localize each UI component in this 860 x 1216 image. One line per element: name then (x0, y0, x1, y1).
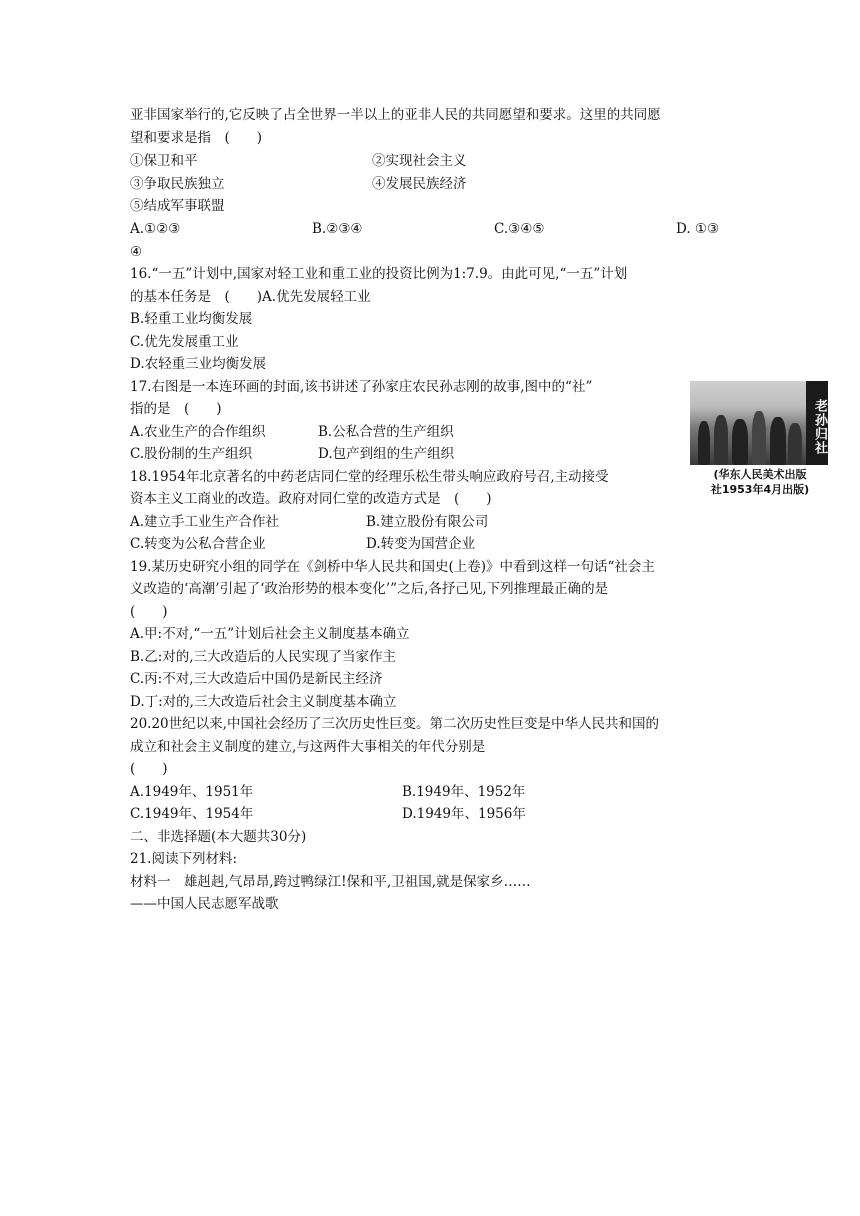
q20-stem-line-2: 成立和社会主义制度的建立,与这两件大事相关的年代分别是 (130, 739, 486, 755)
q19-option-a: A.甲:不对,“一五”计划后社会主义制度基本确立 (130, 626, 410, 642)
q19-option-b: B.乙:对的,三大改造后的人民实现了当家作主 (130, 649, 397, 665)
q15-item-5: ⑤结成军事联盟 (130, 198, 225, 214)
q18-option-b: B.建立股份有限公司 (366, 514, 489, 530)
q16-option-b: B.轻重工业均衡发展 (130, 311, 253, 327)
q20-stem-line-1: 20.20世纪以来,中国社会经历了三次历史性巨变。第二次历史性巨变是中华人民共和国的 (130, 716, 659, 732)
q19-answer-bracket: ( ) (130, 604, 168, 620)
q15-option-b: B.②③④ (312, 221, 363, 237)
comic-cover-title: 老孙归社 (806, 381, 828, 465)
comic-cover-image (690, 381, 828, 465)
q15-item-3: ③争取民族独立 (130, 176, 225, 192)
q19-option-c: C.丙:不对,三大改造后中国仍是新民主经济 (130, 671, 383, 687)
q15-stem-line-2: 望和要求是指 ( ) (130, 130, 263, 146)
q15-item-4: ④发展民族经济 (372, 176, 467, 192)
q17-stem-line-2: 指的是 ( ) (130, 401, 222, 417)
q18-option-c: C.转变为公私合营企业 (130, 536, 266, 552)
q17-option-d: D.包产到组的生产组织 (318, 446, 455, 462)
q16-stem-line-1: 16.“一五”计划中,国家对轻工业和重工业的投资比例为1:7.9。由此可见,“一五”计划 (130, 266, 628, 282)
q21-material-1: 材料一 雄赳赳,气昂昂,跨过鸭绿江!保和平,卫祖国,就是保家乡…… (130, 874, 531, 890)
q21-stem: 21.阅读下列材料: (130, 851, 238, 867)
q20-option-d: D.1949年、1956年 (402, 806, 526, 822)
q18-stem-line-2: 资本主义工商业的改造。政府对同仁堂的改造方式是 ( ) (130, 491, 492, 507)
q15-option-a: A.①②③ (130, 221, 181, 237)
q18-stem-line-1: 18.1954年北京著名的中药老店同仁堂的经理乐松生带头响应政府号召,主动接受 (130, 469, 609, 485)
q16-option-d: D.农轻重三业均衡发展 (130, 356, 267, 372)
q15-item-1: ①保卫和平 (130, 153, 198, 169)
q19-stem-line-1: 19.某历史研究小组的同学在《剑桥中华人民共和国史(上卷)》中看到这样一句话“社会主 (130, 559, 655, 575)
figure-caption-line-1: (华东人民美术出版 (713, 468, 807, 481)
q17-stem-line-1: 17.右图是一本连环画的封面,该书讲述了孙家庄农民孙志刚的故事,图中的“社” (130, 379, 593, 395)
comic-cover-scene (690, 381, 806, 465)
q16-option-c: C.优先发展重工业 (130, 334, 239, 350)
q17-option-c: C.股份制的生产组织 (130, 446, 253, 462)
q17-option-a: A.农业生产的合作组织 (130, 424, 266, 440)
q15-stem-line-1: 亚非国家举行的,它反映了占全世界一半以上的亚非人民的共同愿望和要求。这里的共同愿 (130, 107, 661, 123)
q20-option-c: C.1949年、1954年 (130, 806, 254, 822)
figure-caption-line-2: 社1953年4月出版) (710, 483, 810, 496)
q20-option-a: A.1949年、1951年 (130, 784, 254, 800)
q21-material-1-source: ——中国人民志愿军战歌 (130, 896, 279, 912)
q18-option-a: A.建立手工业生产合作社 (130, 514, 280, 530)
q15-item-2: ②实现社会主义 (372, 153, 467, 169)
q15-option-d-cont: ④ (130, 244, 143, 260)
q18-option-d: D.转变为国营企业 (366, 536, 476, 552)
q19-stem-line-2: 义改造的‘高潮’引起了‘政治形势的根本变化’”之后,各抒己见,下列推理最正确的是 (130, 581, 609, 597)
q20-answer-bracket: ( ) (130, 761, 168, 777)
section-two-heading: 二、非选择题(本大题共30分) (130, 829, 307, 845)
q17-option-b: B.公私合营的生产组织 (318, 424, 454, 440)
q20-option-b: B.1949年、1952年 (402, 784, 526, 800)
q19-option-d: D.丁:对的,三大改造后社会主义制度基本确立 (130, 694, 397, 710)
q15-option-c: C.③④⑤ (494, 221, 545, 237)
q15-option-d: D. ①③ (676, 221, 720, 237)
q16-stem-line-2: 的基本任务是 ( )A.优先发展轻工业 (130, 289, 371, 305)
